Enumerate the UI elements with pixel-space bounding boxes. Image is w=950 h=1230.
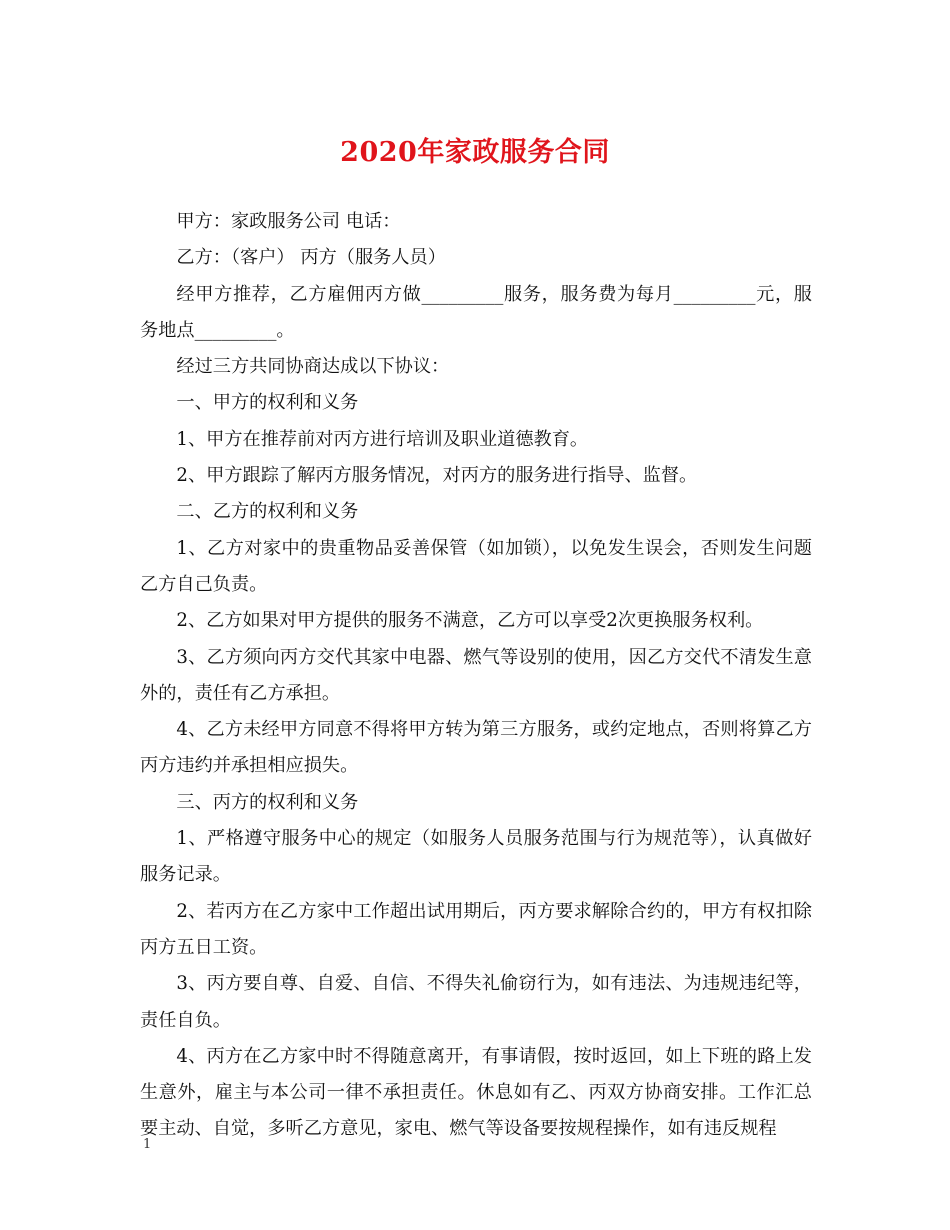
party-c-clause-1: 1、严格遵守服务中心的规定（如服务人员服务范围与行为规范等），认真做好服务记录。 (140, 828, 812, 886)
party-b-clause-3: 3、乙方须向丙方交代其家中电器、燃气等设别的使用，因乙方交代不清发生意外的，责任有乙方承担。 (140, 646, 812, 704)
party-a-clause-1: 1、甲方在推荐前对丙方进行培训及职业道德教育。 (176, 428, 589, 450)
document-title: 2020年家政服务合同 (340, 137, 610, 168)
service-terms-paragraph: 经甲方推荐，乙方雇佣丙方做_________服务，服务费为每月_________元，服务地点_________。 (140, 283, 812, 341)
document-body (140, 204, 812, 1148)
party-c-clause-3: 3、丙方要自尊、自爱、自信、不得失礼偷窃行为，如有违法、为违规违纪等，责任自负。 (140, 973, 812, 1031)
party-c-clause-4: 4、丙方在乙方家中时不得随意离开，有事请假，按时返回，如上下班的路上发生意外，雇主与本公司一律不承担责任。休息如有乙、丙双方协商安排。工作汇总要主动、自觉，多听乙方意见，家电、燃气等设备要按规程操作，如有违反规程 (140, 1045, 812, 1140)
section-heading-party-c: 三、丙方的权利和义务 (176, 791, 359, 813)
party-b-clause-1: 1、乙方对家中的贵重物品妥善保管（如加锁），以免发生误会，否则发生问题乙方自己负责。 (140, 537, 812, 595)
page-number: 1 (143, 1137, 152, 1152)
section-heading-party-b: 二、乙方的权利和义务 (176, 501, 359, 523)
party-c-clause-2: 2、若丙方在乙方家中工作超出试用期后，丙方要求解除合约的，甲方有权扣除丙方五日工资。 (140, 900, 812, 958)
section-heading-party-a: 一、甲方的权利和义务 (176, 392, 359, 414)
party-b-c-line: 乙方：（客户） 丙方（服务人员） (176, 247, 446, 269)
agreement-intro: 经过三方共同协商达成以下协议： (176, 356, 450, 378)
party-a-line: 甲方：家政服务公司 电话： (176, 211, 401, 232)
party-b-clause-2: 2、乙方如果对甲方提供的服务不满意，乙方可以享受2次更换服务权利。 (176, 610, 764, 632)
party-a-clause-2: 2、甲方跟踪了解丙方服务情况，对丙方的服务进行指导、监督。 (176, 465, 698, 487)
party-b-clause-4: 4、乙方未经甲方同意不得将甲方转为第三方服务，或约定地点，否则将算乙方丙方违约并承担相应损失。 (140, 719, 812, 777)
